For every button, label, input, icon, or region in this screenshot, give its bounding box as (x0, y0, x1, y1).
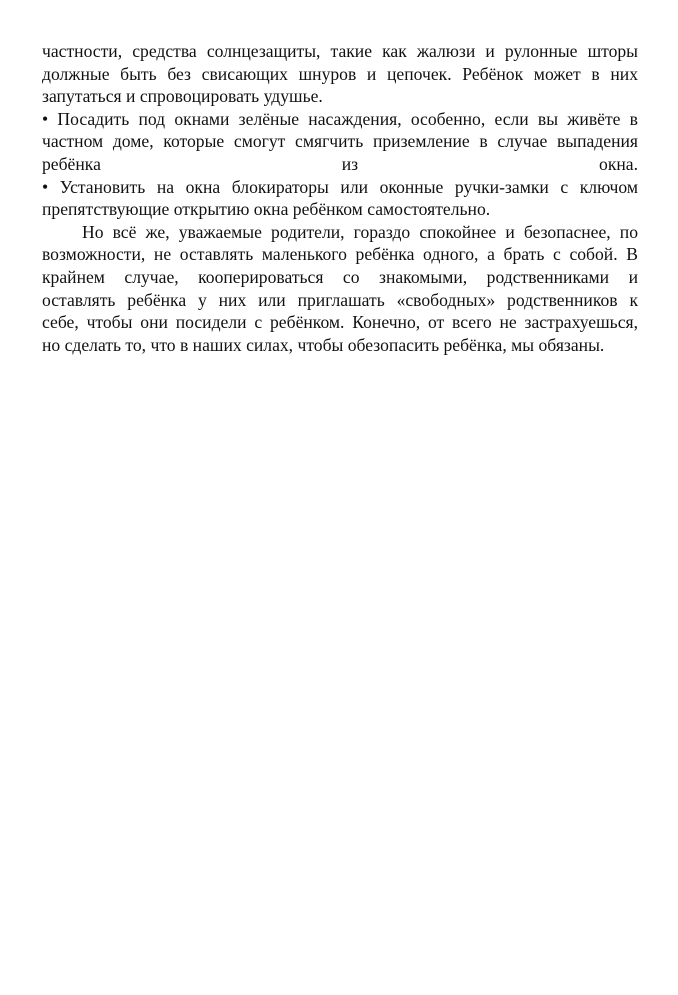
text-line: частности, средства солнцезащиты, такие как жалюзи и рулонные шторы (42, 41, 638, 61)
text-line: возможности, не оставлять маленького ребёнка одного, а брать с собой. В (42, 244, 638, 265)
text-line: частном доме, которые смогут смягчить приземление в случае выпадения (42, 131, 638, 152)
body-text (42, 40, 638, 356)
text-line: запутаться и спровоцировать удушье. (42, 86, 323, 107)
bullet-line: • Посадить под окнами зелёные насаждения, особенно, если вы живёте в (42, 108, 638, 129)
text-line: себе, чтобы они посидели с ребёнком. Конечно, от всего не застрахуешься, (42, 312, 638, 333)
paragraph-first-line: Но всё же, уважаемые родители, гораздо спокойнее и безопаснее, по (82, 221, 638, 242)
text-line: препятствующие открытию окна ребёнком самостоятельно. (42, 199, 491, 220)
text-line: крайнем случае, кооперироваться со знакомыми, родственниками и (42, 266, 638, 287)
bullet-line: • Установить на окна блокираторы или оконные ручки-замки с ключом (42, 176, 638, 197)
text-line: оставлять ребёнка у них или приглашать «свободных» родственников к (42, 289, 638, 310)
text-line: должные быть без свисающих шнуров и цепочек. Ребёнок может в них (42, 63, 638, 84)
text-line: ребёнка из окна. (42, 153, 638, 174)
text-line: но сделать то, что в наших силах, чтобы обезопасить ребёнка, мы обязаны. (42, 334, 605, 355)
